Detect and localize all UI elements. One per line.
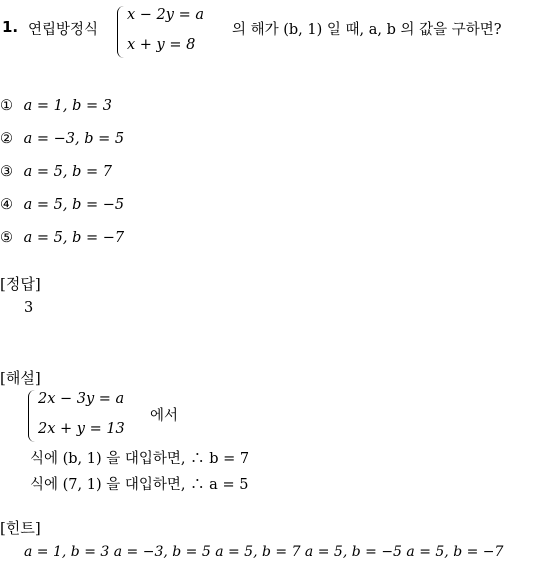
problem-lead: 연립방정식 (28, 22, 99, 38)
solution-eq1: 2x − 3y = a (38, 391, 125, 407)
choice-mark: ⑤ (0, 230, 13, 246)
choice-5[interactable] (0, 230, 124, 246)
solution-label: [해설] (0, 369, 41, 387)
choice-4[interactable] (0, 197, 124, 213)
system-eq2: x + y = 8 (127, 37, 196, 53)
solution-line-2: 식에 (7, 1) 을 대입하면, ∴ a = 5 (30, 477, 249, 493)
brace-icon (117, 6, 126, 58)
hint-text: a = 1, b = 3 a = −3, b = 5 a = 5, b = 7 a = 5, b = −5 a = 5, b = −7 (24, 544, 504, 560)
choice-text: a = 1, b = 3 (23, 98, 112, 114)
choice-mark: ③ (0, 164, 13, 180)
choice-1[interactable] (0, 98, 112, 114)
system-eq1: x − 2y = a (127, 7, 204, 23)
problem-number: 1. (2, 18, 19, 36)
answer-value: 3 (24, 300, 34, 316)
choice-mark: ① (0, 98, 13, 114)
choice-text: a = 5, b = −7 (23, 230, 125, 246)
hint-label: [힌트] (0, 519, 41, 537)
solution-system (28, 388, 148, 444)
choice-3[interactable] (0, 164, 112, 180)
solution-after-system: 에서 (150, 408, 179, 424)
problem-question: 의 해가 (b, 1) 일 때, a, b 의 값을 구하면? (232, 22, 502, 38)
choice-2[interactable] (0, 131, 124, 147)
choice-mark: ④ (0, 197, 13, 213)
answer-label: [정답] (0, 275, 41, 293)
choice-mark: ② (0, 131, 13, 147)
problem-system (117, 4, 227, 60)
choice-text: a = 5, b = −5 (23, 197, 125, 213)
solution-eq2: 2x + y = 13 (38, 421, 125, 437)
brace-icon (28, 390, 37, 442)
choice-text: a = −3, b = 5 (23, 131, 125, 147)
solution-line-1: 식에 (b, 1) 을 대입하면, ∴ b = 7 (30, 451, 250, 467)
choice-text: a = 5, b = 7 (23, 164, 112, 180)
